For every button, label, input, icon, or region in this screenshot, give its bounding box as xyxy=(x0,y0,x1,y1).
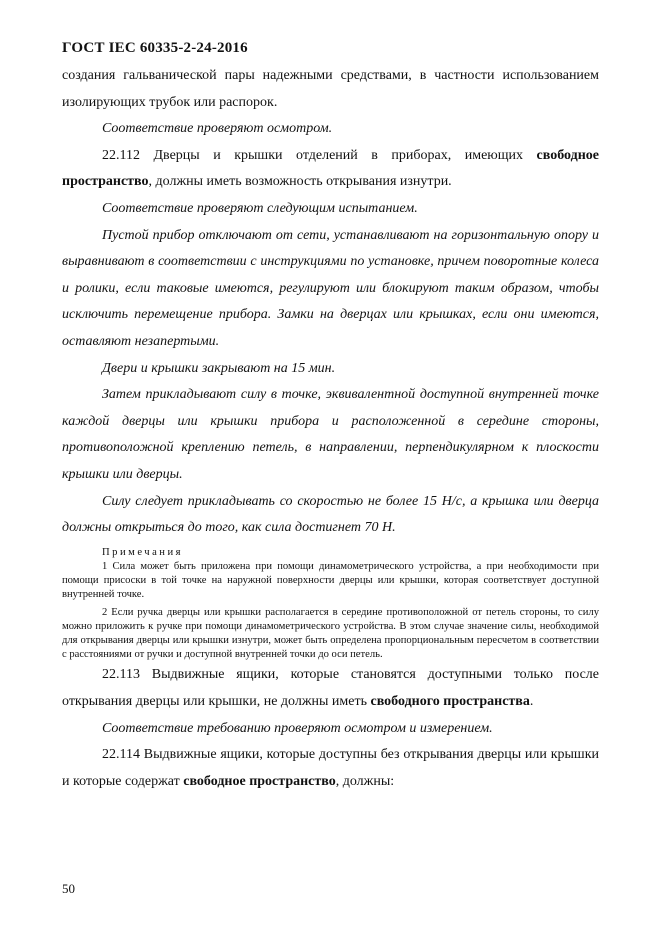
note-2: 2 Если ручка дверцы или крышки располагается в середине противоположной от петель стороны, то силу можно приложить к ручке при помощи динамометрического устройства. В этом случае значение силы, необходимой для открывания дверцы или крышки изнутри, может быть определена пропорциональным пересчетом в соответствии с расстояниями от ручки и доступной внутренней точки до оси петель. xyxy=(62,606,599,661)
paragraph-compliance-test: Соответствие проверяют следующим испытанием. xyxy=(102,200,418,216)
paragraph-compliance-inspection: Соответствие проверяют осмотром. xyxy=(102,121,333,137)
paragraph-continuation: создания гальванической пары надежными средствами, в частности использованием изолирующих трубок или распорок. xyxy=(62,68,599,110)
paragraph-test-force: Затем прикладывают силу в точке, эквивалентной доступной внутренней точке каждой дверцы или крышки прибора и расположенной в середине стороны, противоположной креплению петель, в направлении, перпендикулярном к плоскости крышки или дверцы. xyxy=(62,387,599,482)
notes-block xyxy=(62,546,599,663)
page-number: 50 xyxy=(62,881,75,896)
clause-text: . xyxy=(529,693,534,709)
paragraph-clause-22-113 xyxy=(62,662,599,715)
paragraph-test-rate: Силу следует прикладывать со скоростью не более 15 Н/с, а крышка или дверца должны открыться до того, как сила достигнет 70 Н. xyxy=(62,493,599,536)
notes-title: Примечания xyxy=(102,546,183,558)
clause-text: , должны иметь возможность открывания изнутри. xyxy=(148,174,452,190)
clause-text: 22.113 Выдвижные ящики, которые становятся доступными только после открывания дверцы или крышки, не должны иметь xyxy=(62,667,599,709)
paragraph-clause-22-114 xyxy=(62,742,599,795)
defined-term: свободное пространство xyxy=(62,147,599,190)
defined-term: свободное пространство xyxy=(183,773,336,789)
paragraph-clause-22-112 xyxy=(62,143,599,196)
paragraph-compliance-measure: Соответствие требованию проверяют осмотром и измерением. xyxy=(102,720,493,736)
document-header: ГОСТ IEC 60335-2-24-2016 xyxy=(62,40,248,56)
clause-text: , должны: xyxy=(335,773,395,789)
paragraph-test-setup: Пустой прибор отключают от сети, устанавливают на горизонтальную опору и выравнивают в соответствии с инструкциями по установке, причем поворотные колеса и ролики, если таковые имеются, регулируют или блокируют таким образом, чтобы исключить перемещение прибора. Замки на дверцах или крышках, если они имеются, оставляют незапертыми. xyxy=(62,227,599,349)
clause-text: 22.112 Дверцы и крышки отделений в приборах, имеющих xyxy=(102,147,537,163)
note-1: 1 Сила может быть приложена при помощи динамометрического устройства, а при необходимости при помощи присоски в той точке на наружной поверхности дверцы или крышки, которая соответствует доступной внутренней точке. xyxy=(62,560,599,601)
paragraph-test-close: Двери и крышки закрывают на 15 мин. xyxy=(102,360,336,376)
defined-term: свободного пространства xyxy=(370,693,530,709)
clause-text: 22.114 Выдвижные ящики, которые доступны без открывания дверцы или крышки и которые содержат xyxy=(62,747,599,789)
document-body xyxy=(62,63,599,795)
